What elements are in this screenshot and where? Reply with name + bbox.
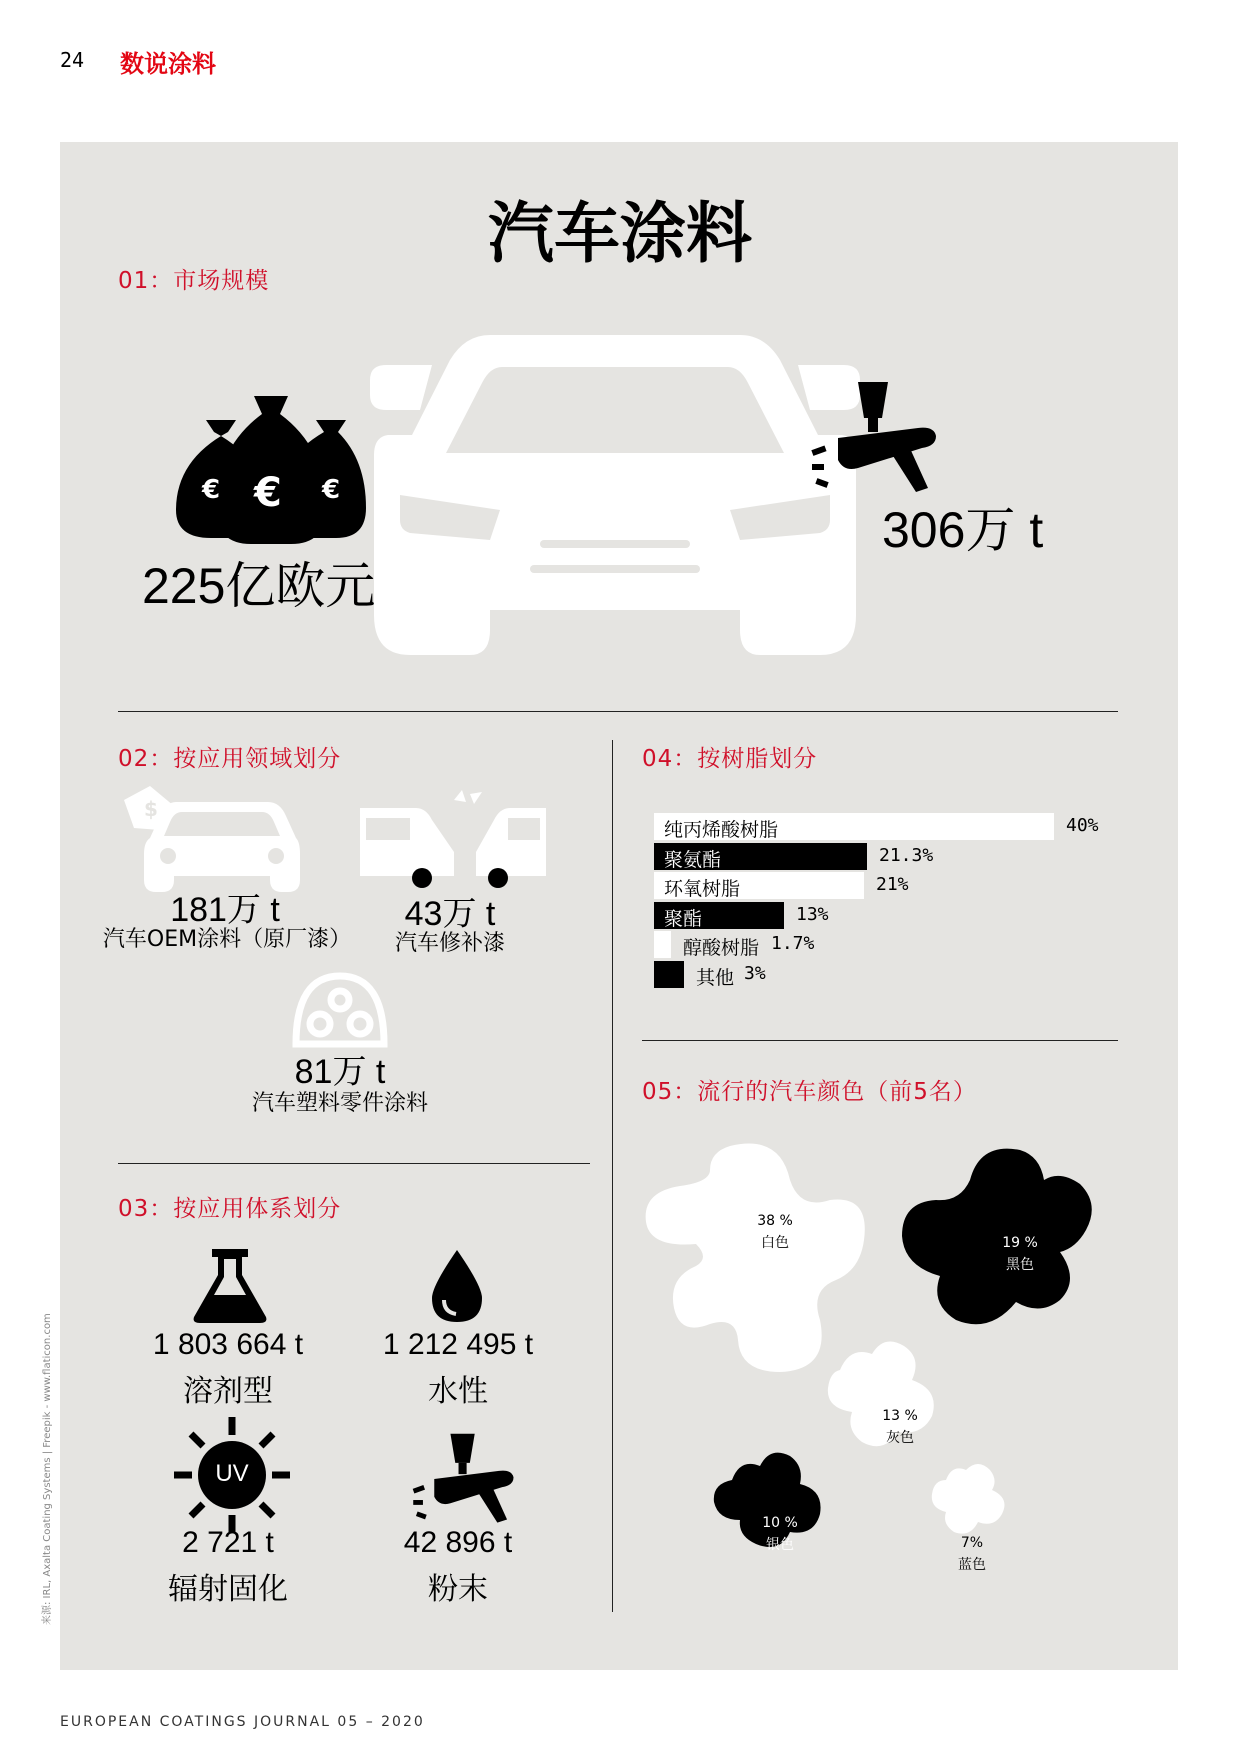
white-name: 白色 bbox=[761, 1235, 789, 1251]
market-value: 225亿欧元 bbox=[142, 558, 376, 614]
powder-value: 42 896 t bbox=[403, 1526, 513, 1559]
plastic-label: 汽车塑料零件涂料 bbox=[251, 1091, 428, 1116]
car-front-icon bbox=[370, 325, 860, 655]
waterborne-value: 1 212 495 t bbox=[382, 1328, 534, 1361]
section-1-label: 01：市场规模 bbox=[118, 268, 270, 294]
grey-label bbox=[840, 1405, 960, 1449]
section-4-label: 04：按树脂划分 bbox=[642, 746, 818, 772]
resin-bar-label: 聚氨酯 bbox=[664, 848, 722, 871]
resin-bar bbox=[654, 961, 684, 988]
footer-journal: EUROPEAN COATINGS JOURNAL 05 – 2020 bbox=[60, 1714, 425, 1730]
resin-bar-value: 40% bbox=[1066, 815, 1099, 836]
uv-icon-text: UV bbox=[215, 1460, 249, 1487]
svg-text:€: € bbox=[254, 470, 282, 516]
svg-text:€: € bbox=[322, 475, 341, 505]
divider bbox=[118, 711, 1118, 712]
svg-text:€: € bbox=[202, 475, 221, 505]
car-colors-chart bbox=[640, 1140, 1110, 1580]
market-volume: 306万 t bbox=[882, 502, 1044, 558]
white-pct: 38 % bbox=[757, 1213, 793, 1229]
resin-bar-value: 3% bbox=[744, 962, 766, 984]
refinish-value: 43万 t bbox=[404, 895, 496, 933]
blob-blue bbox=[932, 1464, 1005, 1534]
resin-bar-value: 13% bbox=[796, 903, 829, 925]
section-3-label: 03：按应用体系划分 bbox=[118, 1196, 342, 1222]
waterborne-label: 水性 bbox=[428, 1374, 488, 1409]
black-label bbox=[960, 1232, 1080, 1276]
divider bbox=[642, 1040, 1118, 1041]
new-car-tag-icon bbox=[120, 782, 300, 892]
grey-pct: 13 % bbox=[882, 1408, 918, 1424]
blue-pct: 7% bbox=[960, 1535, 984, 1551]
resin-bar bbox=[654, 931, 671, 958]
column-divider bbox=[612, 740, 613, 1612]
blob-white bbox=[646, 1144, 865, 1372]
plastic-value: 81万 t bbox=[294, 1053, 386, 1091]
spray-gun-icon bbox=[808, 378, 944, 498]
radiation-curing-value: 2 721 t bbox=[182, 1526, 274, 1559]
source-note: 来源: IRL, Axalta Coating Systems | Freepik - www.flaticon.com bbox=[42, 1313, 53, 1625]
resin-bar-label: 纯丙烯酸树脂 bbox=[664, 819, 779, 841]
blue-label bbox=[912, 1532, 1032, 1576]
powder-label: 粉末 bbox=[428, 1572, 488, 1607]
section-5-label: 05：流行的汽车颜色（前5名） bbox=[642, 1079, 977, 1105]
solvent-label: 溶剂型 bbox=[183, 1374, 273, 1409]
black-name: 黑色 bbox=[1006, 1257, 1034, 1273]
resin-bar-label: 聚酯 bbox=[664, 907, 703, 930]
silver-name: 银色 bbox=[766, 1537, 794, 1553]
silver-label bbox=[720, 1512, 840, 1556]
resin-bar-value: 21.3% bbox=[879, 844, 934, 866]
flask-icon bbox=[190, 1245, 270, 1325]
solvent-value: 1 803 664 t bbox=[152, 1328, 304, 1361]
resin-bar-label: 其他 bbox=[696, 966, 735, 989]
oem-value: 181万 t bbox=[170, 891, 280, 929]
divider bbox=[118, 1163, 590, 1164]
section-title: 数说涂料 bbox=[120, 50, 216, 78]
refinish-label: 汽车修补漆 bbox=[394, 931, 505, 956]
silver-pct: 10 % bbox=[762, 1515, 798, 1531]
svg-text:$: $ bbox=[144, 797, 158, 821]
blue-name: 蓝色 bbox=[958, 1557, 986, 1573]
grey-name: 灰色 bbox=[886, 1430, 914, 1446]
resin-bar-value: 21% bbox=[876, 874, 909, 895]
resin-bar-label: 环氧树脂 bbox=[664, 878, 741, 900]
white-label bbox=[715, 1210, 835, 1254]
resin-bar-label: 醇酸树脂 bbox=[683, 937, 760, 959]
page-number: 24 bbox=[60, 48, 85, 72]
water-drop-icon bbox=[430, 1248, 484, 1324]
crashed-cars-icon bbox=[358, 790, 548, 890]
powder-spray-gun-icon bbox=[410, 1430, 520, 1528]
oem-label: 汽车OEM涂料（原厂漆） bbox=[102, 927, 352, 952]
page-title: 汽车涂料 bbox=[488, 195, 752, 272]
black-pct: 19 % bbox=[1002, 1235, 1038, 1251]
money-bags-icon bbox=[166, 390, 376, 545]
radiation-curing-label: 辐射固化 bbox=[168, 1572, 288, 1607]
dashboard-gauge-icon bbox=[290, 970, 390, 1050]
section-2-label: 02：按应用领域划分 bbox=[118, 746, 342, 772]
resin-bar-value: 1.7% bbox=[771, 933, 815, 954]
